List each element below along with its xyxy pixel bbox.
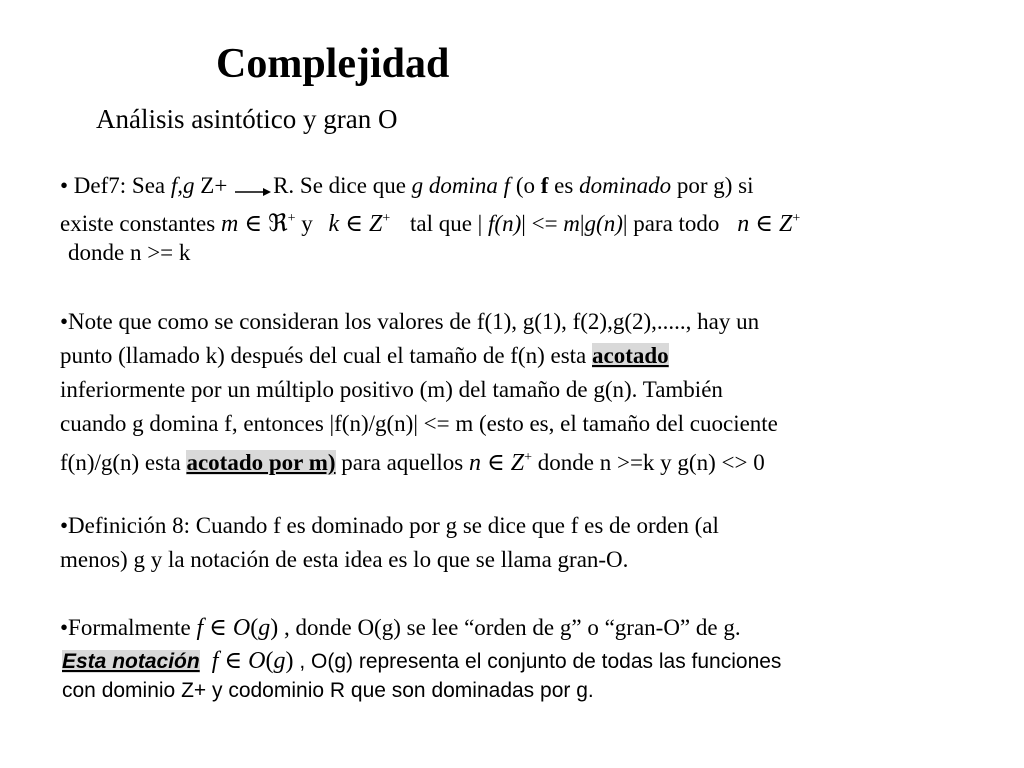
note-text: donde n >=k y g(n) <> 0: [532, 450, 765, 475]
math-lp: (: [265, 648, 274, 674]
formula-n-in-Z: [737, 211, 800, 237]
page-title: Complejidad: [216, 41, 450, 87]
math-plus: +: [382, 211, 391, 226]
note-line-2: [60, 339, 669, 373]
note-line-1: •Note que como se consideran los valores de f(1), g(1), f(2),g(2),....., hay un: [60, 309, 760, 334]
math-g: g: [258, 615, 271, 641]
def7-text: • Def7: Sea: [60, 173, 171, 198]
note-line-4: cuando g domina f, entonces |f(n)/g(n)| <= m (esto es, el tamaño del cuociente: [60, 411, 778, 436]
math-Z: Z: [510, 450, 525, 476]
def7-text: existe constantes: [60, 211, 221, 236]
math-g: g: [273, 648, 286, 674]
def7-text: | para todo: [622, 211, 726, 236]
math-Z: Z: [368, 211, 383, 237]
note-text: punto (llamado k) después del cual el tamaño de f(n) esta: [60, 343, 593, 368]
formal-text: , donde O(g) se lee “orden de g” o “gran-O” de g.: [278, 615, 741, 640]
def8-line-2: menos) g y la notación de esta idea es lo que se llama gran-O.: [60, 547, 629, 572]
note-line-5: [60, 441, 765, 480]
def7-text: es: [548, 173, 580, 198]
highlight-acotado-por-m: acotado por m): [186, 450, 336, 475]
formal-line-2: [62, 645, 781, 680]
def8-line-1: •Definición 8: Cuando f es dominado por g se dice que f es de orden (al: [60, 513, 719, 538]
math-in: ∈: [487, 450, 505, 476]
math-O: O: [232, 615, 251, 641]
math-lp: (: [250, 615, 259, 641]
formal-line-3: con dominio Z+ y codominio R que son dominadas por g.: [62, 679, 594, 702]
formal-text: , O(g) representa el conjunto de todas las funciones: [293, 650, 782, 673]
math-in: ∈: [755, 211, 773, 237]
def7-f-bold: f: [540, 173, 549, 198]
math-in: ∈: [244, 211, 263, 237]
page-subtitle: Análisis asintótico y gran O: [96, 104, 398, 134]
note-text: para aquellos: [335, 450, 469, 475]
math-in: ∈: [345, 211, 363, 237]
math-in: ∈: [224, 648, 243, 674]
formula-n-in-Z: [469, 450, 532, 476]
math-plus: +: [287, 211, 296, 226]
def7-text: y: [295, 211, 319, 236]
def7-gdominaf: g domina f: [411, 173, 511, 198]
def7-line-1: [60, 169, 754, 203]
def7-dominado: dominado: [579, 173, 672, 198]
def7-text: | <=: [521, 211, 564, 236]
highlight-esta-notacion: Esta notación: [62, 650, 200, 673]
formula-m-in-R: [221, 211, 296, 237]
math-plus: +: [792, 211, 801, 226]
math-n: n: [737, 211, 750, 237]
math-m: m: [220, 211, 239, 237]
def7-bar: |: [579, 211, 585, 236]
math-k: k: [328, 211, 340, 237]
def7-text: por g) si: [671, 173, 754, 198]
math-R: ℜ: [268, 211, 288, 237]
arrow-icon: [235, 183, 271, 197]
formula-f-in-Og: [196, 615, 278, 641]
formula-f-in-Og: [212, 648, 294, 674]
math-f: f: [211, 648, 219, 674]
math-O: O: [248, 648, 266, 674]
formal-line-1: [60, 611, 741, 645]
def7-gn: g(n): [584, 211, 623, 236]
formula-k-in-Z: [329, 211, 391, 237]
def7-text: (o: [510, 173, 541, 198]
def7-fg: f,g: [170, 173, 195, 198]
highlight-acotado: acotado: [592, 343, 669, 368]
math-rp: ): [270, 615, 279, 641]
def7-text: Z+: [194, 173, 228, 198]
math-Z: Z: [778, 211, 793, 237]
math-rp: ): [285, 648, 294, 674]
math-f: f: [196, 615, 204, 641]
def7-text: R. Se dice que: [273, 173, 412, 198]
def7-fn: f(n): [488, 211, 522, 236]
def7-line-3: donde n >= k: [68, 240, 191, 265]
def7-text: tal que |: [409, 211, 489, 236]
math-n: n: [469, 450, 481, 476]
math-in: ∈: [209, 615, 227, 641]
formal-text: •Formalmente: [60, 615, 197, 640]
note-line-3: inferiormente por un múltiplo positivo (m) del tamaño de g(n). También: [60, 377, 723, 402]
note-text: f(n)/g(n) esta: [60, 450, 187, 475]
math-plus: +: [524, 450, 533, 465]
def7-m: m: [563, 211, 580, 236]
